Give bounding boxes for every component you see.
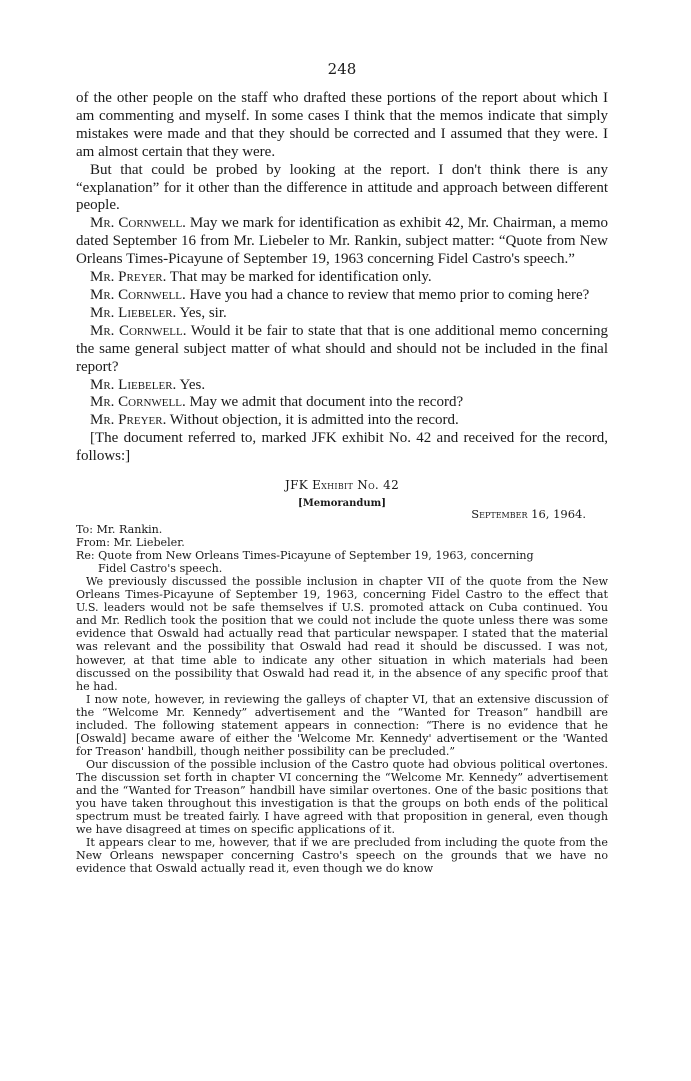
page-number: 248 <box>327 60 357 78</box>
testimony-text <box>76 90 608 466</box>
speaker-name: Mr. Cornwell. <box>90 322 187 339</box>
memo-paragraph: I now note, however, in reviewing the galleys of chapter VI, that an extensive discussion of the “Welcome Mr. Kennedy” advertisement and the “Wanted for Treason” handbill are included. The following statement appears in connection: “There is no evidence that he [Oswald] became aware of either the 'Welcome Mr. Kennedy' advertisement or the 'Wanted for Treason' handbill, though neither possibility can be precluded.” <box>76 692 608 758</box>
dialogue-text: Yes, sir. <box>176 304 227 321</box>
exhibit-title: JFK Exhibit No. 42 <box>284 478 400 493</box>
memo-paragraph: We previously discussed the possible inclusion in chapter VII of the quote from the New Orleans Times-Picayune of September 19, 1963, concerning Fidel Castro to the effect that U.S. leaders would not be safe themselves if U.S. promoted attack on Cuba continued. You and Mr. Redlich took the position that we could not include the quote unless there was some evidence that Oswald had actually read that particular newspaper. I stated that the material was relevant and the possibility that Oswald had read it should be discussed. I was not, however, at that time able to indicate any other situation in which materials had been discussed on the possibility that Oswald had read it, in the absence of any specific proof that he had. <box>76 575 608 693</box>
speaker-name: Mr. Preyer. <box>90 412 167 429</box>
dialogue-text: Without objection, it is admitted into the record. <box>166 412 459 429</box>
memo-to: To: Mr. Rankin. <box>76 523 163 537</box>
dialogue-line <box>76 287 608 305</box>
memorandum-body <box>76 523 608 875</box>
dialogue-line <box>76 323 608 377</box>
memo-from: From: Mr. Liebeler. <box>76 536 185 550</box>
speaker-name: Mr. Cornwell. <box>90 286 186 303</box>
speaker-name: Mr. Cornwell. <box>90 215 186 232</box>
testimony-paragraph: But that could be probed by looking at the report. I don't think there is any “explanation” for it other than the difference in attitude and approach between different people. <box>76 161 608 214</box>
speaker-name: Mr. Cornwell. <box>90 394 186 411</box>
speaker-name: Mr. Liebeler. <box>90 304 177 321</box>
dialogue-text: Would it be fair to state that that is one additional memo concerning the same general subject matter of what should and should not be included in the final report? <box>76 322 608 375</box>
dialogue-line <box>76 394 608 412</box>
testimony-paragraph: of the other people on the staff who drafted these portions of the report about which I am commenting and myself. In some cases I think that the memos indicate that simply mistakes were made and that they should be corrected and I assumed that they were. I am almost certain that they were. <box>76 90 608 160</box>
document-page <box>76 60 608 875</box>
dialogue-line <box>76 412 608 430</box>
dialogue-text: May we admit that document into the record? <box>185 394 464 411</box>
memo-date: September 16, 1964. <box>471 507 586 522</box>
dialogue-line <box>76 269 608 287</box>
speaker-name: Mr. Preyer. <box>90 269 167 286</box>
speaker-name: Mr. Liebeler. <box>90 376 177 393</box>
dialogue-line <box>76 215 608 269</box>
dialogue-text: May we mark for identification as exhibit 42, Mr. Chairman, a memo dated September 16 from Mr. Liebeler to Mr. Rankin, subject matter: “Quote from New Orleans Times-Picayune of September 19, 1963 concerning Fidel Castro's speech.” <box>76 215 608 268</box>
bracket-note: [The document referred to, marked JFK exhibit No. 42 and received for the record, follows:] <box>76 430 608 465</box>
dialogue-line <box>76 377 608 395</box>
dialogue-text: Yes. <box>176 376 206 393</box>
memo-subject-continued: Fidel Castro's speech. <box>98 562 223 576</box>
dialogue-text: Have you had a chance to review that memo prior to coming here? <box>185 286 590 303</box>
dialogue-line <box>76 305 608 323</box>
memo-paragraph: Our discussion of the possible inclusion of the Castro quote had obvious political overtones. The discussion set forth in chapter VI concerning the “Welcome Mr. Kennedy” advertisement and the “Wanted for Treason” handbill have similar overtones. One of the basic positions that you have taken throughout this investigation is that the groups on both ends of the political spectrum must be treated fairly. I have agreed with that proposition in general, even though we have disagreed at times on specific applications of it. <box>76 757 608 837</box>
memo-subject: Re: Quote from New Orleans Times-Picayune of September 19, 1963, concerning <box>76 549 534 563</box>
memo-label: [Memorandum] <box>297 498 386 510</box>
dialogue-text: That may be marked for identification only. <box>166 269 432 286</box>
memo-paragraph: It appears clear to me, however, that if we are precluded from including the quote from the New Orleans newspaper concerning Castro's speech on the grounds that we have no evidence that Oswald actually read it, even though we do know <box>76 836 608 876</box>
